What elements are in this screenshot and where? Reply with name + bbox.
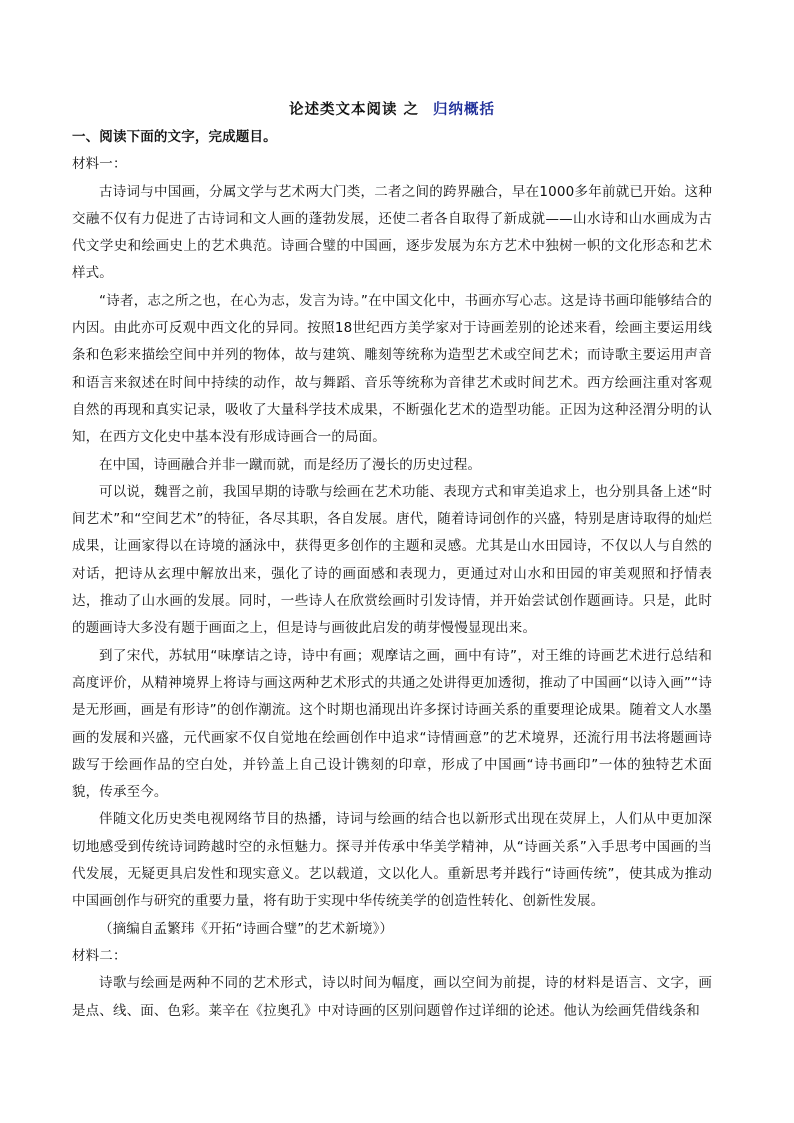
material-2-label: 材料二：: [72, 947, 127, 964]
material-1-paragraph: 古诗词与中国画，分属文学与艺术两大门类，二者之间的跨界融合，早在1000多年前就已开始。这种交融不仅有力促进了古诗词和文人画的蓬勃发展，还使二者各自取得了新成就——山水诗和山水画成为古代文学史和绘画史上的艺术典范。诗画合璧的中国画，逐步发展为东方艺术中独树一帜的文化形态和艺术样式。: [72, 183, 712, 282]
question-header: 一、阅读下面的文字，完成题目。: [72, 129, 277, 145]
material-2-paragraph: 诗歌与绘画是两种不同的艺术形式，诗以时间为幅度，画以空间为前提，诗的材料是语言、文字，画是点、线、面、色彩。莱辛在《拉奥孔》中对诗画的区别问题曾作过详细的论述。他认为绘画凭借线条和: [72, 975, 712, 1019]
title-topic: 归纳概括: [433, 102, 496, 118]
material-1-paragraph: 可以说，魏晋之前，我国早期的诗歌与绘画在艺术功能、表现方式和审美追求上，也分别具备上述“时间艺术”和“空间艺术”的特征，各尽其职，各自发展。唐代，随着诗词创作的兴盛，特别是唐诗取得的灿烂成果，让画家得以在诗境的涵泳中，获得更多创作的主题和灵感。尤其是山水田园诗，不仅以人与自然的对话，把诗从玄理中解放出来，强化了诗的画面感和表现力，更通过对山水和田园的审美观照和抒情表达，推动了山水画的发展。同时，一些诗人在欣赏绘画时引发诗情，并开始尝试创作题画诗。只是，此时的题画诗大多没有题于画面之上，但是诗与画彼此启发的萌芽慢慢显现出来。: [72, 483, 712, 637]
page-title: [72, 98, 712, 122]
material-1-paragraph: 到了宋代，苏轼用“味摩诘之诗，诗中有画；观摩诘之画，画中有诗”，对王维的诗画艺术进行总结和高度评价，从精神境界上将诗与画这两种艺术形式的共通之处讲得更加透彻，推动了中国画“以诗入画”“诗是无形画，画是有形诗”的创作潮流。这个时期也涌现出许多探讨诗画关系的重要理论成果。随着文人水墨画的发展和兴盛，元代画家不仅自觉地在绘画创作中追求“诗情画意”的艺术境界，还流行用书法将题画诗跋写于绘画作品的空白处，并钤盖上自己设计镌刻的印章，形成了中国画“诗书画印”一体的独特艺术面貌，传承至今。: [72, 647, 712, 801]
material-1-source: （摘编自孟繁玮《开拓“诗画合璧”的艺术新境》）: [99, 920, 394, 937]
title-main: 论述类文本阅读 之: [288, 102, 420, 118]
material-1-paragraph: “诗者，志之所之也，在心为志，发言为诗。”在中国文化中，书画亦写心志。这是诗书画印能够结合的内因。由此亦可反观中西文化的异同。按照18世纪西方美学家对于诗画差别的论述来看，绘画主要运用线条和色彩来描绘空间中并列的物体，故与建筑、雕刻等统称为造型艺术或空间艺术；而诗歌主要运用声音和语言来叙述在时间中持续的动作，故与舞蹈、音乐等统称为音律艺术或时间艺术。西方绘画注重对客观自然的再现和真实记录，吸收了大量科学技术成果，不断强化艺术的造型功能。正因为这种泾渭分明的认知，在西方文化史中基本没有形成诗画合一的局面。: [72, 292, 712, 446]
material-1-paragraph: 伴随文化历史类电视网络节目的热播，诗词与绘画的结合也以新形式出现在荧屏上，人们从中更加深切地感受到传统诗词跨越时空的永恒魅力。探寻并传承中华美学精神，从“诗画关系”入手思考中国画的当代发展，无疑更具启发性和现实意义。艺以载道，文以化人。重新思考并践行“诗画传统”，使其成为推动中国画创作与研究的重要力量，将有助于实现中华传统美学的创造性转化、创新性发展。: [72, 811, 712, 910]
material-1-paragraph: 在中国，诗画融合并非一蹴而就，而是经历了漫长的历史过程。: [99, 456, 482, 473]
material-1-label: 材料一：: [72, 156, 127, 173]
